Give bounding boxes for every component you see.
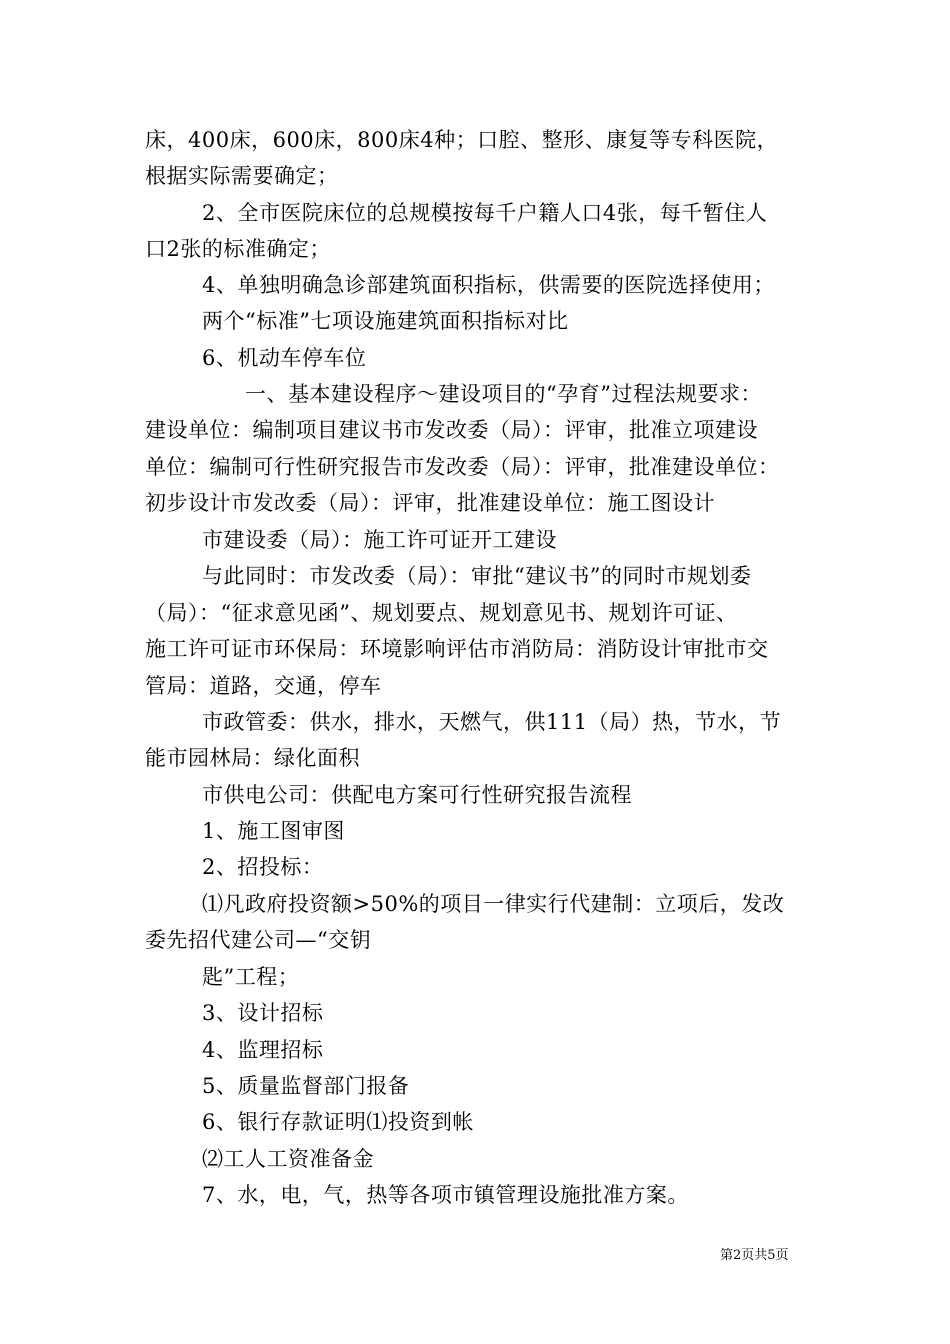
text-line: 口2张的标准确定；	[145, 237, 331, 261]
text-line: 7、水，电，气，热等各项市镇管理设施批准方案。	[202, 1183, 689, 1207]
text-line: 2、招投标：	[202, 855, 324, 879]
text-line: 市供电公司：供配电方案可行性研究报告流程	[202, 783, 632, 807]
text-line: 与此同时：市发改委（局）：审批“建议书”的同时市规划委	[202, 564, 752, 588]
text-line: 1、施工图审图	[202, 819, 345, 843]
text-line: 能市园林局：绿化面积	[145, 746, 360, 770]
text-line: 床，400床，600床，800床4种；口腔、整形、康复等专科医院，	[145, 128, 779, 152]
text-line: 3、设计招标	[202, 1001, 324, 1025]
text-line: 市政管委：供水，排水，天燃气，供111（局）热，节水，节	[202, 710, 782, 734]
text-line: ⑴凡政府投资额>50%的项目一律实行代建制：立项后，发改	[202, 892, 785, 916]
text-line: 根据实际需要确定；	[145, 164, 339, 188]
text-line: 匙”工程；	[202, 965, 300, 989]
text-line: 两个“标准”七项设施建筑面积指标对比	[202, 309, 569, 333]
text-line: 管局：道路，交通，停车	[145, 674, 382, 698]
text-line: 施工许可证市环保局：环境影响评估市消防局：消防设计审批市交	[145, 637, 769, 661]
text-line: 4、监理招标	[202, 1038, 324, 1062]
text-line: 一、基本建设程序～建设项目的“孕育”过程法规要求：	[245, 382, 762, 406]
text-line: 6、银行存款证明⑴投资到帐	[202, 1110, 474, 1134]
text-line: ⑵工人工资准备金	[202, 1147, 374, 1171]
page-number: 第2页共5页	[720, 1248, 789, 1263]
text-line: 建设单位：编制项目建议书市发改委（局）：评审，批准立项建设	[145, 418, 758, 442]
text-line: （局）：“征求意见函”、规划要点、规划意见书、规划许可证、	[145, 601, 738, 625]
text-line: 4、单独明确急诊部建筑面积指标，供需要的医院选择使用；	[202, 273, 775, 297]
text-line: 5、质量监督部门报备	[202, 1074, 410, 1098]
text-line: 6、机动车停车位	[202, 346, 367, 370]
text-line: 2、全市医院床位的总规模按每千户籍人口4张，每千暂住人	[202, 201, 768, 225]
text-line: 市建设委（局）：施工许可证开工建设	[202, 528, 557, 552]
text-line: 初步设计市发改委（局）：评审，批准建设单位：施工图设计	[145, 491, 715, 515]
text-line: 委先招代建公司—“交钥	[145, 928, 372, 952]
text-line: 单位：编制可行性研究报告市发改委（局）：评审，批准建设单位：	[145, 455, 780, 479]
